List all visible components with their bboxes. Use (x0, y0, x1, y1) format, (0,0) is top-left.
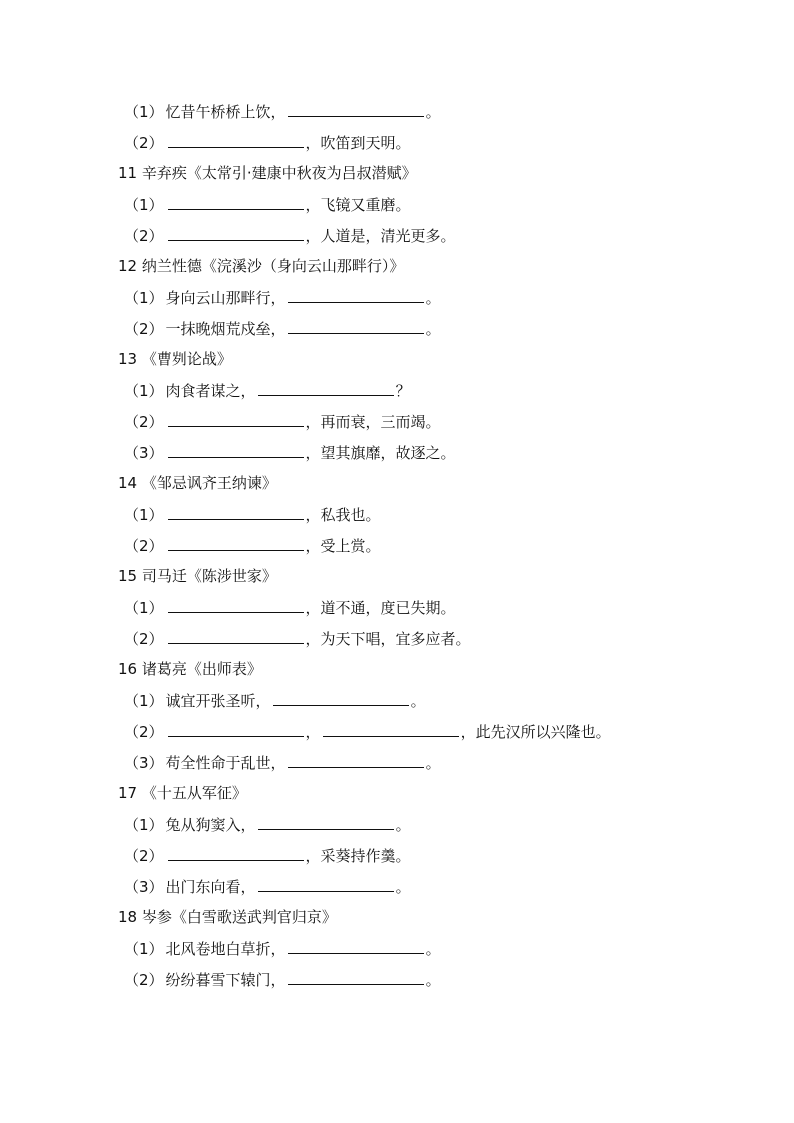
question-number: （2） (124, 971, 164, 989)
answer-blank[interactable] (168, 437, 304, 458)
section-heading: 18 岑参《白雪歌送武判官归京》 (118, 908, 337, 926)
question-line (118, 716, 754, 747)
question-text-after: ，飞镜又重磨。 (305, 196, 411, 214)
answer-blank[interactable] (168, 127, 304, 148)
question-line (118, 437, 754, 468)
answer-blank[interactable] (288, 747, 424, 768)
answer-blank[interactable] (323, 716, 459, 737)
question-text-after: ，道不通，度已失期。 (305, 599, 456, 617)
question-number: （3） (124, 878, 164, 896)
question-text-mid: ， (305, 723, 321, 741)
section-heading: 14 《邹忌讽齐王纳谏》 (118, 474, 277, 492)
question-line (118, 685, 754, 716)
section-heading: 12 纳兰性德《浣溪沙（身向云山那畔行）》 (118, 257, 405, 275)
question-line (118, 220, 754, 251)
answer-blank[interactable] (168, 189, 304, 210)
answer-blank[interactable] (168, 716, 304, 737)
question-text-after: 。 (425, 754, 441, 772)
question-text-before: 忆昔午桥桥上饮， (165, 103, 286, 121)
question-line (118, 96, 754, 127)
answer-blank[interactable] (168, 220, 304, 241)
question-text-after: 。 (410, 692, 426, 710)
section-heading: 16 诸葛亮《出师表》 (118, 660, 262, 678)
question-text-before: 北风卷地白草折， (165, 940, 286, 958)
question-number: （2） (124, 723, 164, 741)
question-number: （2） (124, 134, 164, 152)
question-number: （1） (124, 940, 164, 958)
question-text-after: ，此先汉所以兴隆也。 (460, 723, 611, 741)
question-number: （1） (124, 506, 164, 524)
question-text-before: 一抹晚烟荒戍垒， (165, 320, 286, 338)
question-text-after: ，采葵持作羹。 (305, 847, 411, 865)
answer-blank[interactable] (273, 685, 409, 706)
question-text-after: 。 (425, 289, 441, 307)
question-line (118, 933, 754, 964)
question-line (118, 499, 754, 530)
question-text-before: 出门东向看， (165, 878, 256, 896)
answer-blank[interactable] (258, 375, 394, 396)
question-number: （2） (124, 320, 164, 338)
question-text-after: 。 (425, 320, 441, 338)
question-text-after: ？ (395, 382, 411, 400)
question-text-before: 诚宜开张圣听， (165, 692, 271, 710)
section-heading: 13 《曹刿论战》 (118, 350, 232, 368)
question-line (118, 313, 754, 344)
question-number: （2） (124, 413, 164, 431)
question-line (118, 530, 754, 561)
question-number: （1） (124, 103, 164, 121)
question-line (118, 375, 754, 406)
question-number: （2） (124, 630, 164, 648)
answer-blank[interactable] (288, 282, 424, 303)
question-number: （1） (124, 196, 164, 214)
question-text-after: ，受上赏。 (305, 537, 381, 555)
question-text-after: 。 (395, 878, 411, 896)
answer-blank[interactable] (258, 809, 394, 830)
question-line (118, 282, 754, 313)
answer-blank[interactable] (288, 933, 424, 954)
question-text-after: ，人道是，清光更多。 (305, 227, 456, 245)
answer-blank[interactable] (168, 406, 304, 427)
section-heading: 11 辛弃疾《太常引·建康中秋夜为吕叔潜赋》 (118, 164, 417, 182)
answer-blank[interactable] (168, 592, 304, 613)
question-number: （2） (124, 537, 164, 555)
section-heading: 15 司马迁《陈涉世家》 (118, 567, 277, 585)
question-line (118, 840, 754, 871)
question-number: （2） (124, 847, 164, 865)
question-list (118, 96, 754, 995)
question-line (118, 747, 754, 778)
answer-blank[interactable] (168, 623, 304, 644)
answer-blank[interactable] (168, 499, 304, 520)
question-line (118, 406, 754, 437)
question-text-after: ，吹笛到天明。 (305, 134, 411, 152)
answer-blank[interactable] (258, 871, 394, 892)
question-text-before: 肉食者谋之， (165, 382, 256, 400)
question-number: （1） (124, 382, 164, 400)
question-line (118, 127, 754, 158)
question-line (118, 592, 754, 623)
answer-blank[interactable] (288, 313, 424, 334)
question-text-after: 。 (425, 971, 441, 989)
question-number: （3） (124, 444, 164, 462)
question-number: （1） (124, 599, 164, 617)
question-text-before: 身向云山那畔行， (165, 289, 286, 307)
question-number: （3） (124, 754, 164, 772)
question-text-before: 纷纷暮雪下辕门， (165, 971, 286, 989)
question-text-before: 苟全性命于乱世， (165, 754, 286, 772)
question-line (118, 871, 754, 902)
question-text-after: ，为天下唱，宜多应者。 (305, 630, 471, 648)
answer-blank[interactable] (288, 96, 424, 117)
question-line (118, 189, 754, 220)
question-text-after: 。 (395, 816, 411, 834)
question-line (118, 809, 754, 840)
question-number: （1） (124, 816, 164, 834)
question-line (118, 623, 754, 654)
question-text-before: 兔从狗窦入， (165, 816, 256, 834)
question-text-after: ，私我也。 (305, 506, 381, 524)
answer-blank[interactable] (168, 530, 304, 551)
question-text-after: ，再而衰，三而竭。 (305, 413, 441, 431)
answer-blank[interactable] (168, 840, 304, 861)
question-text-after: 。 (425, 103, 441, 121)
question-number: （1） (124, 289, 164, 307)
question-number: （1） (124, 692, 164, 710)
question-line (118, 964, 754, 995)
question-number: （2） (124, 227, 164, 245)
answer-blank[interactable] (288, 964, 424, 985)
section-heading: 17 《十五从军征》 (118, 784, 247, 802)
question-text-after: ，望其旗靡，故逐之。 (305, 444, 456, 462)
question-text-after: 。 (425, 940, 441, 958)
